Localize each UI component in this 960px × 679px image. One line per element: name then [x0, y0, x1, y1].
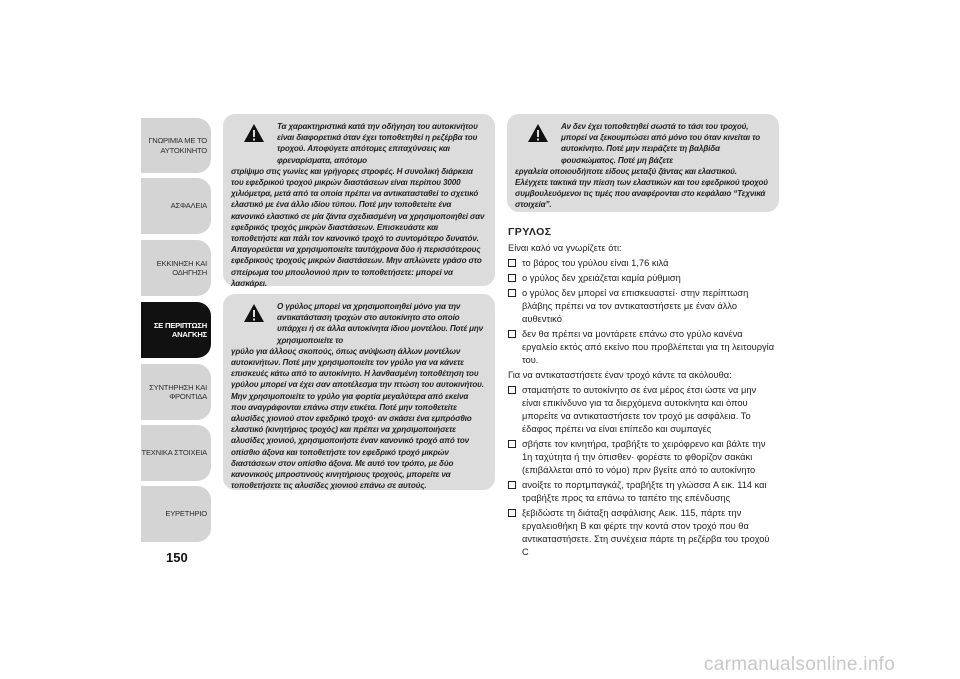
tab-technical-data[interactable] — [141, 425, 211, 481]
warning-head-text: Τα χαρακτηριστικά κατά την οδήγηση του αυτοκινήτου είναι διαφορετικά όταν έχει τοποθετηθεί η ρεζέρβα του τροχού. Αποφύγετε απότομες επιταχύνσεις και φρεναρίσματα, απότομο — [277, 122, 478, 165]
section-title: ΓΡΥΛΟΣ — [508, 226, 552, 238]
page-number: 150 — [166, 550, 188, 565]
checkbox-bullet-icon — [508, 481, 516, 489]
tab-label: ΓΝΩΡΙΜΙΑ ΜΕ ΤΟ — [148, 136, 207, 145]
checkbox-bullet-icon — [508, 509, 516, 517]
warning-head-text: Ο γρύλος μπορεί να χρησιμοποιηθεί μόνο για την αντικατάσταση τροχών στο αυτοκίνητο στο οποίο υπάρχει ή σε άλλα αυτοκίνητα ίδιου μοντέλου. Ποτέ μην χρησιμοποιείτε το — [277, 302, 484, 345]
tab-label: ΑΣΦΑΛΕΙΑ — [170, 201, 207, 211]
tab-label: ΤΕΧΝΙΚΑ ΣΤΟΙΧΕΙΑ — [141, 448, 207, 458]
warning-body-text: στρίψιμο στις γωνίες και γρήγορες στροφές. Η συνολική διάρκεια του εφεδρικού τροχού μικρών διαστάσεων είναι περίπου 3000 χιλιόμετρα, μετά από τα οποία πρέπει να αντικατασταθεί το σχετικό ελαστικό με ένα άλλο ιδίου τύπου. Ποτέ μην τοποθετείτε ένα κανονικό ελαστικό σε μία ζάντα σχεδιασμένη να χρησιμοποιηθεί σαν εφεδρικός τροχός μικρών διαστάσεων. Επισκευάστε και τοποθετήστε και πάλι τον κανονικό τροχό το συντομότερο δυνατόν. Απαγορεύεται να χρησιμοποιείτε ταυτόχρονα δύο ή περισσότερους εφεδρικούς τροχούς μικρών διαστάσεων. Μην απλώνετε γράσο στο σπείρωμα του μπουλονιού πριν το τοποθετήσετε: μπορεί να λασκάρει. — [231, 166, 485, 288]
list-item: σβήστε τον κινητήρα, τραβήξτε το χειρόφρενο και βάλτε την 1η ταχύτητα ή την όπισθεν· φορέστε το φθορίζον σακάκι (επιβάλλεται από το νόμο) πριν βγείτε από το αυτοκίνητο — [508, 438, 776, 477]
warning-triangle-icon — [231, 301, 277, 346]
tab-safety[interactable] — [141, 178, 211, 234]
tab-label: ΟΔΗΓΗΣΗ — [172, 268, 207, 277]
tab-getting-to-know[interactable] — [141, 118, 211, 173]
list-item: το βάρος του γρύλου είναι 1,76 κιλά — [508, 257, 776, 270]
jack-section — [508, 226, 776, 561]
tab-label: ΣΕ ΠΕΡΙΠΤΩΣΗ — [153, 320, 207, 330]
tab-emergency[interactable] — [141, 302, 211, 358]
section-intro: Είναι καλό να γνωρίζετε ότι: — [508, 243, 622, 253]
warning-box-jack — [223, 294, 495, 490]
tab-label: ΣΥΝΤΗΡΗΣΗ ΚΑΙ — [149, 382, 207, 392]
checkbox-bullet-icon — [508, 274, 516, 282]
tab-starting-driving[interactable] — [141, 240, 211, 296]
checkbox-bullet-icon — [508, 386, 516, 394]
warning-head — [231, 301, 485, 346]
warning-body-text: γρύλο για άλλους σκοπούς, όπως ανύψωση άλλων μοντέλων αυτοκινήτων. Ποτέ μην χρησιμοποιείτε τον γρύλο για να κάνετε επισκευές κάτω από το αυτοκίνητο. Η λανθασμένη τοποθέτηση του γρύλου μπορεί να έχει σαν αποτέλεσμα την πτώση του αυτοκινήτου. Μην χρησιμοποιείτε το γρύλο για φορτία μεγαλύτερα από εκείνα που αναγράφονται επάνω στην ετικέτα. Ποτέ μην τοποθετείτε αλυσίδες χιονιού στον εφεδρικό τροχό· αν σκάσει ένα εμπρόσθιο ελαστικό (κινητήριος τροχός) και πρέπει να χρησιμοποιήσετε αλυσίδες χιονιού, χρησιμοποιήστε έναν κανονικό τροχό από τον οπίσθιο άξονα και τοποθετήστε τον εφεδρικό τροχό μικρών διαστάσεων στον οπίσθιο άξονα. Με αυτό τον τρόπο, με δύο κανονικούς μπροστινούς κινητήριους τροχούς, μπορείτε να τοποθετήσετε τις αλυσίδες χιονιού επάνω σε αυτούς. — [231, 346, 484, 491]
tab-label: ΑΝΑΓΚΗΣ — [171, 330, 207, 339]
list-item: ανοίξτε το πορτμπαγκάζ, τραβήξτε τη γλώσσα A εικ. 114 και τραβήξτε προς τα επάνω το ταπέτο της επένδυσης — [508, 479, 776, 505]
checkbox-bullet-icon — [508, 259, 516, 267]
tab-label: ΕΥΡΕΤΗΡΙΟ — [165, 509, 207, 519]
tab-index[interactable] — [141, 486, 211, 542]
warning-head — [515, 121, 769, 166]
checkbox-bullet-icon — [508, 440, 516, 448]
warning-body-text: εργαλεία οποιουδήποτε είδους μεταξύ ζάντας και ελαστικού. Ελέγχετε τακτικά την πίεση των ελαστικών και του εφεδρικού τροχού συμβουλευόμενοι τις τιμές που αναφέρονται στο κεφάλαιο “Τεχνικά στοιχεία”. — [515, 166, 768, 210]
procedure-intro: Για να αντικαταστήσετε έναν τροχό κάντε τα ακόλουθα: — [508, 370, 732, 380]
watermark: carmanualsonline.info — [704, 654, 896, 675]
list-item: ο γρύλος δεν μπορεί να επισκευαστεί· στην περίπτωση βλάβης πρέπει να τον αντικαταστήσετε με έναν άλλο αυθεντικό — [508, 287, 776, 326]
warning-triangle-icon — [231, 121, 277, 166]
warning-triangle-icon — [515, 121, 561, 166]
tab-label: ΦΡΟΝΤΙΔΑ — [169, 392, 207, 401]
warning-box-hubcap — [507, 114, 779, 212]
warning-head — [231, 121, 485, 166]
tab-label: ΕΚΚΙΝΗΣΗ ΚΑΙ — [156, 258, 207, 268]
checkbox-bullet-icon — [508, 289, 516, 297]
list-item: ξεβιδώστε τη διάταξη ασφάλισης Aεικ. 115, πάρτε την εργαλειοθήκη B και φέρτε την κοντά στον τροχό που θα αντικαταστήσετε. Στη συνέχεια πάρτε τη ρεζέρβα του τροχού C — [508, 507, 776, 559]
tab-label: ΑΥΤΟΚΙΝΗΤΟ — [160, 145, 207, 155]
list-item: σταματήστε το αυτοκίνητο σε ένα μέρος έτσι ώστε να μην είναι επικίνδυνο για τα διερχόμενα αυτοκίνητα και όπου μπορείτε να αντικαταστήσετε τον τροχό με ασφάλεια. Το έδαφος πρέπει να είναι επίπεδο και συμπαγές — [508, 384, 776, 436]
warning-box-spare-wheel — [223, 114, 495, 286]
warning-head-text: Αν δεν έχει τοποθετηθεί σωστά το τάσι του τροχού, μπορεί να ξεκουμπώσει από μόνο του όταν κινείται το αυτοκίνητο. Ποτέ μην πειράζετε τη βαλβίδα φουσκώματος. Ποτέ μη βάζετε — [561, 122, 761, 165]
list-item: δεν θα πρέπει να μοντάρετε επάνω στο γρύλο κανένα εργαλείο εκτός από εκείνο που προβλέπεται για τη λειτουργία του. — [508, 328, 776, 367]
checkbox-bullet-icon — [508, 330, 516, 338]
tab-maintenance[interactable] — [141, 364, 211, 420]
list-item: ο γρύλος δεν χρειάζεται καμία ρύθμιση — [508, 272, 776, 285]
